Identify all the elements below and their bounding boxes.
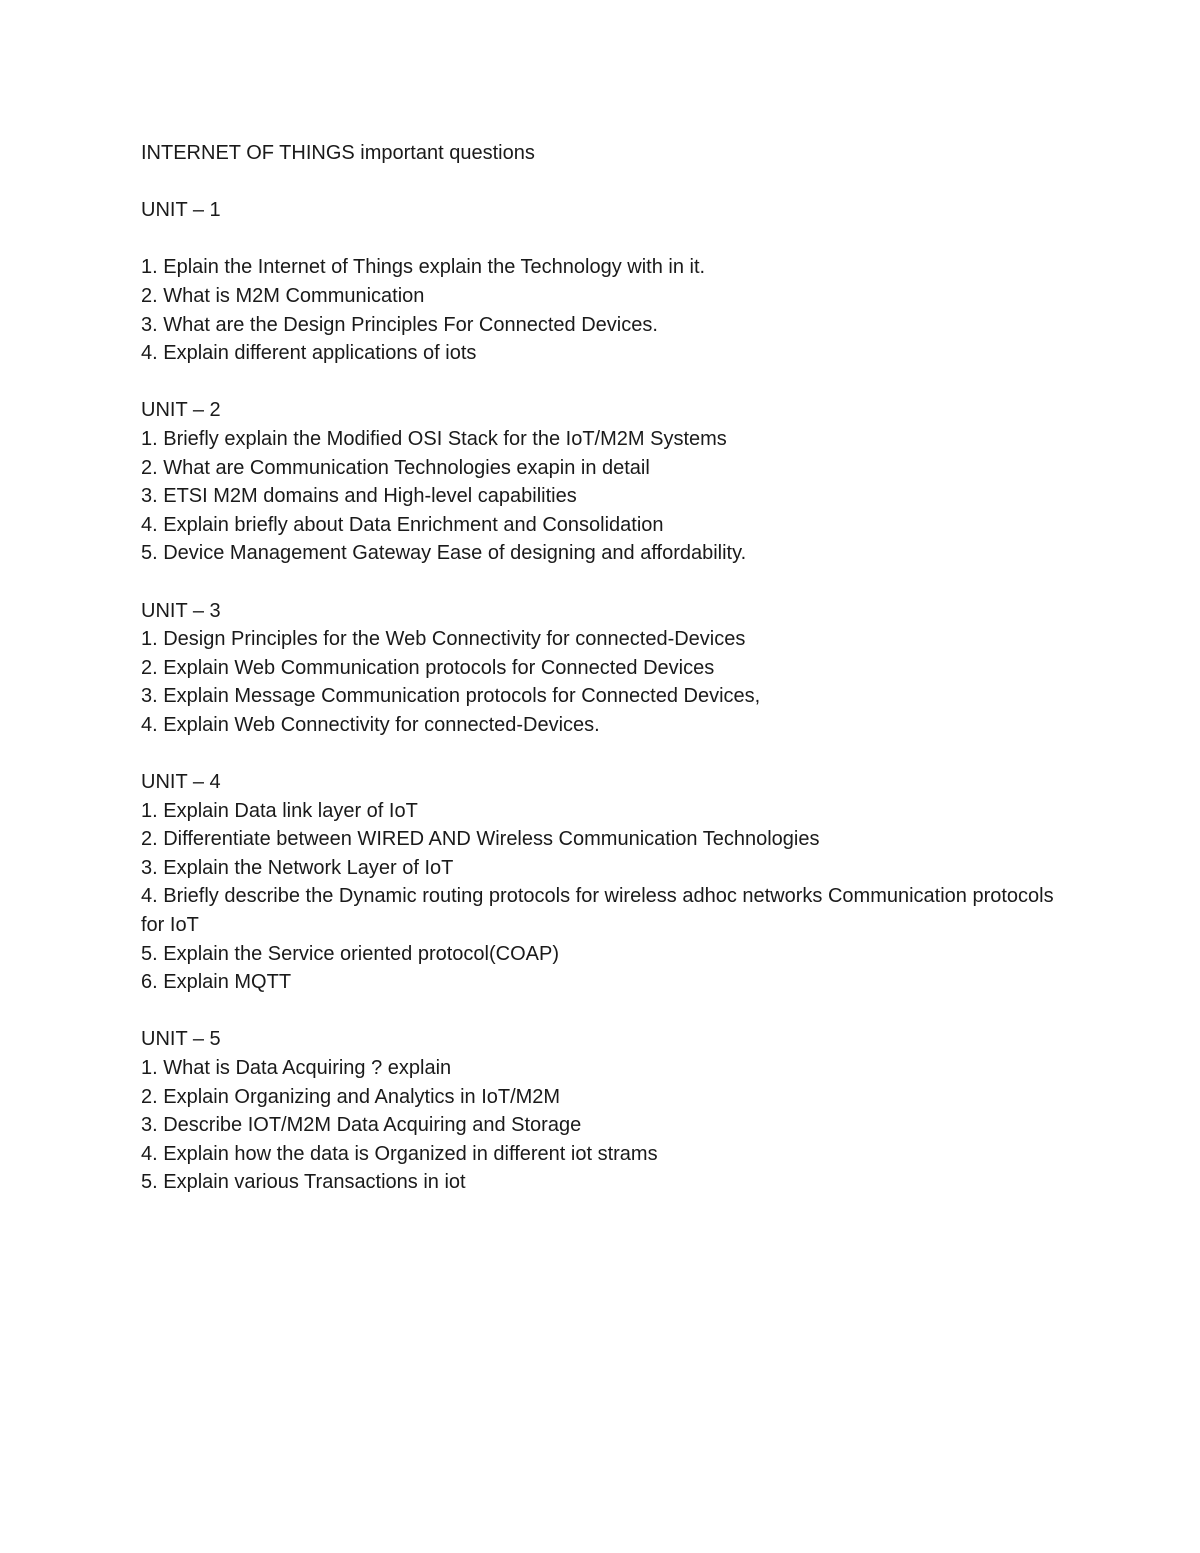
question-item: 2. Explain Organizing and Analytics in IoT/M2M — [141, 1085, 561, 1108]
unit-1-section — [141, 196, 1071, 368]
question-item: 1. Design Principles for the Web Connectivity for connected-Devices — [141, 628, 746, 651]
unit-1-question-list — [141, 253, 1071, 367]
question-item: 5. Explain the Service oriented protocol(COAP) — [141, 942, 559, 965]
unit-3-question-list — [141, 625, 1071, 739]
unit-1-heading: UNIT – 1 — [141, 199, 221, 222]
question-item: 6. Explain MQTT — [141, 971, 292, 994]
question-item: 2. Differentiate between WIRED AND Wireless Communication Technologies — [141, 828, 820, 851]
question-item: 4. Briefly describe the Dynamic routing protocols for wireless adhoc networks Communication protocols for IoT — [141, 885, 1054, 937]
question-item: 2. What are Communication Technologies exapin in detail — [141, 456, 650, 479]
unit-2-section — [141, 396, 1071, 568]
document-content — [141, 139, 1071, 1226]
question-item: 3. Explain Message Communication protocols for Connected Devices, — [141, 685, 761, 708]
unit-5-question-list — [141, 1054, 1071, 1197]
document-title: INTERNET OF THINGS important questions — [141, 142, 535, 164]
question-item: 2. What is M2M Communication — [141, 284, 425, 307]
unit-5-heading: UNIT – 5 — [141, 1028, 221, 1051]
question-item: 1. Explain Data link layer of IoT — [141, 799, 418, 822]
question-item: 3. ETSI M2M domains and High-level capabilities — [141, 485, 577, 508]
unit-4-question-list — [141, 797, 1071, 997]
question-item: 1. Briefly explain the Modified OSI Stack for the IoT/M2M Systems — [141, 427, 727, 450]
question-item: 3. Explain the Network Layer of IoT — [141, 856, 454, 879]
question-item: 1. What is Data Acquiring ? explain — [141, 1057, 452, 1079]
unit-4-heading: UNIT – 4 — [141, 771, 221, 794]
question-item: 4. Explain how the data is Organized in different iot strams — [141, 1142, 658, 1165]
question-item: 2. Explain Web Communication protocols for Connected Devices — [141, 656, 715, 679]
question-item: 1. Eplain the Internet of Things explain the Technology with in it. — [141, 256, 706, 279]
unit-2-question-list — [141, 425, 1071, 568]
question-item: 5. Explain various Transactions in iot — [141, 1171, 466, 1194]
unit-3-section — [141, 597, 1071, 740]
unit-2-heading: UNIT – 2 — [141, 399, 221, 422]
question-item: 5. Device Management Gateway Ease of designing and affordability. — [141, 542, 747, 565]
unit-3-heading: UNIT – 3 — [141, 599, 221, 622]
question-item: 3. Describe IOT/M2M Data Acquiring and Storage — [141, 1114, 582, 1137]
question-item: 4. Explain Web Connectivity for connected-Devices. — [141, 713, 600, 736]
question-item: 4. Explain different applications of iots — [141, 342, 477, 365]
question-item: 3. What are the Design Principles For Connected Devices. — [141, 313, 658, 336]
unit-4-section — [141, 768, 1071, 997]
unit-5-section — [141, 1025, 1071, 1197]
question-item: 4. Explain briefly about Data Enrichment and Consolidation — [141, 513, 664, 536]
